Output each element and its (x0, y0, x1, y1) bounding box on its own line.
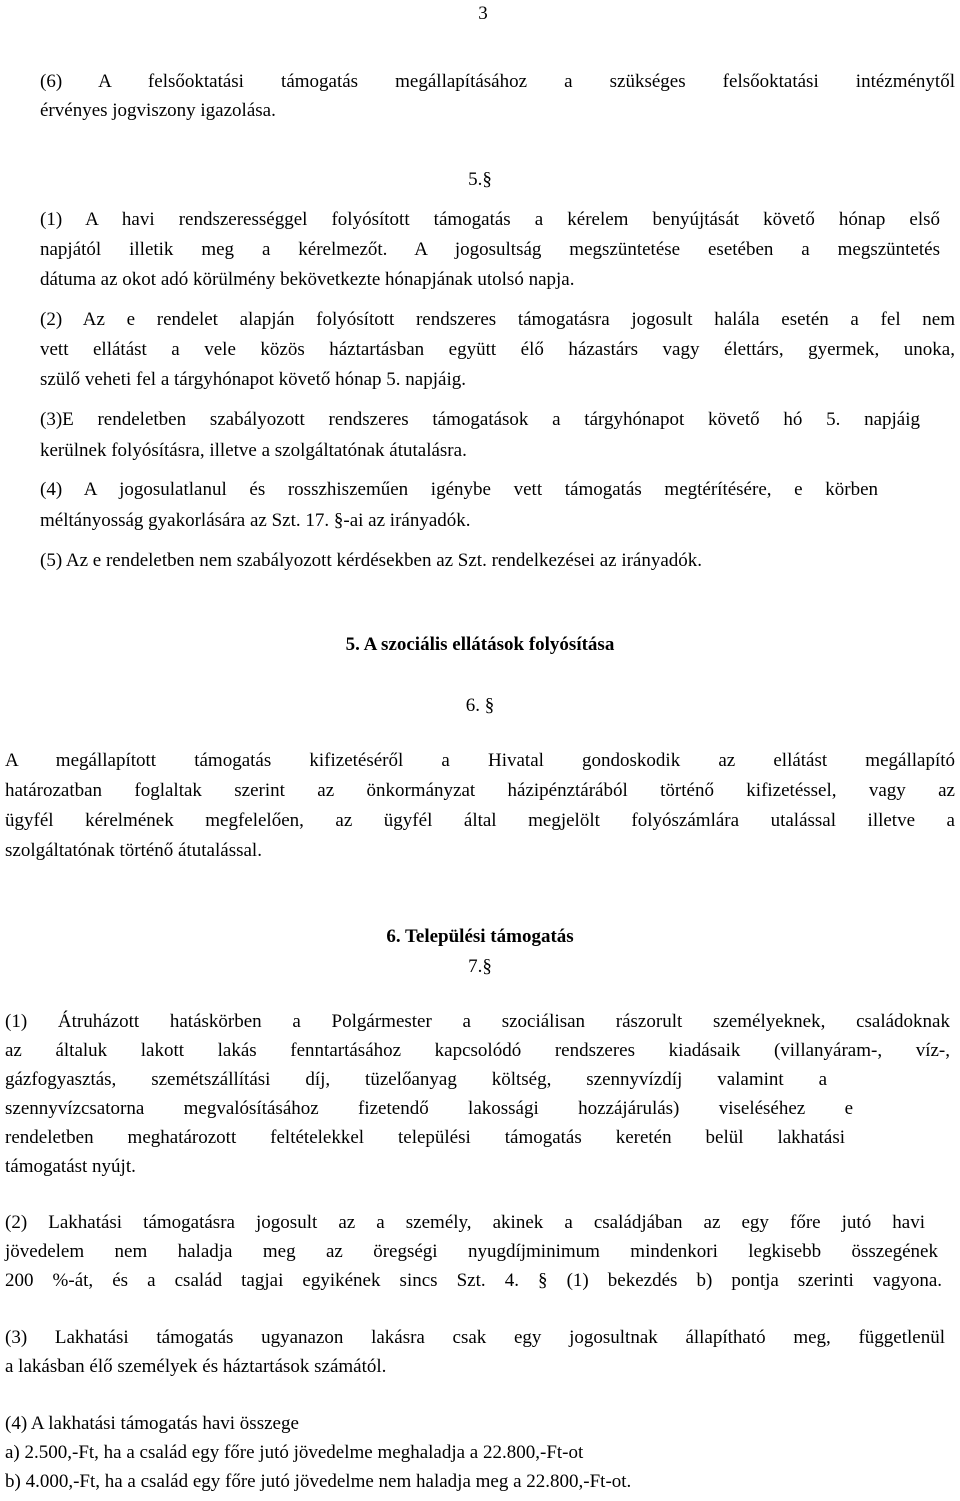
s7-paragraph-4-item-b: b) 4.000,-Ft, ha a család egy főre jutó jövedelme nem haladja meg a 22.800,-Ft-ot. (5, 1471, 632, 1492)
s5-paragraph-2-line-2: vett ellátást a vele közös háztartásban együtt élő házastárs vagy élettárs, gyermek, unoka, (40, 339, 955, 360)
s7-paragraph-1-line-1: (1) Átruházott hatáskörben a Polgármester a szociálisan rászorult személyeknek, családoknak (5, 1011, 950, 1032)
chapter-6-heading: 6. Települési támogatás (386, 926, 574, 947)
paragraph-4-6-line-1: (6) A felsőoktatási támogatás megállapításához a szükséges felsőoktatási intézménytől (40, 71, 955, 92)
s5-paragraph-1-line-2: napjától illetik meg a kérelmezőt. A jogosultság megszüntetése esetében a megszüntetés (40, 239, 940, 260)
s6-paragraph-line-3: ügyfél kérelmének megfelelően, az ügyfél által megjelölt folyószámlára utalással illetve a (5, 810, 955, 831)
s7-paragraph-1-line-5: rendeletben meghatározott feltételekkel települési támogatás keretén belül lakhatási (5, 1127, 845, 1148)
s7-paragraph-2-line-3: 200 %-át, és a család tagjai egyikének sincs Szt. 4. § (1) bekezdés b) pontja szerinti vagyona. (5, 1270, 942, 1291)
s7-paragraph-2-line-1: (2) Lakhatási támogatásra jogosult az a személy, akinek a családjában az egy főre jutó havi (5, 1212, 925, 1233)
s5-paragraph-1-line-3: dátuma az okot adó körülmény bekövetkezte hónapjának utolsó napja. (40, 269, 575, 290)
s5-paragraph-3-line-1: (3)E rendeletben szabályozott rendszeres támogatások a tárgyhónapot követő hó 5. napjáig (40, 409, 920, 430)
section-6-mark: 6. § (465, 695, 495, 716)
paragraph-4-6-line-2: érvényes jogviszony igazolása. (40, 100, 276, 121)
s7-paragraph-1-line-4: szennyvízcsatorna megvalósításához fizetendő lakossági hozzájárulás) viseléséhez e (5, 1098, 853, 1119)
s7-paragraph-4-item-a: a) 2.500,-Ft, ha a család egy főre jutó jövedelme meghaladja a 22.800,-Ft-ot (5, 1442, 584, 1463)
s5-paragraph-1-line-1: (1) A havi rendszerességgel folyósított támogatás a kérelem benyújtását követő hónap első (40, 209, 940, 230)
s7-paragraph-1-line-6: támogatást nyújt. (5, 1156, 136, 1177)
s6-paragraph-line-2: határozatban foglaltak szerint az önkormányzat házipénztárából történő kifizetéssel, vagy az (5, 780, 955, 801)
s7-paragraph-2-line-2: jövedelem nem haladja meg az öregségi nyugdíjminimum mindenkori legkisebb összegének (5, 1241, 938, 1262)
section-7-mark: 7.§ (468, 956, 492, 977)
s7-paragraph-3-line-2: a lakásban élő személyek és háztartások számától. (5, 1356, 387, 1377)
s5-paragraph-4-line-1: (4) A jogosulatlanul és rosszhiszeműen igénybe vett támogatás megtérítésére, e körben (40, 479, 878, 500)
page-number: 3 (478, 3, 488, 24)
s6-paragraph-line-1: A megállapított támogatás kifizetéséről a Hivatal gondoskodik az ellátást megállapító (5, 750, 955, 771)
s5-paragraph-2-line-3: szülő veheti fel a tárgyhónapot követő hónap 5. napjáig. (40, 369, 466, 390)
s5-paragraph-2-line-1: (2) Az e rendelet alapján folyósított rendszeres támogatásra jogosult halála esetén a fel nem (40, 309, 955, 330)
s7-paragraph-3-line-1: (3) Lakhatási támogatás ugyanazon lakásra csak egy jogosultnak állapítható meg, függetlenül (5, 1327, 945, 1348)
s5-paragraph-5: (5) Az e rendeletben nem szabályozott kérdésekben az Szt. rendelkezései az irányadók. (40, 550, 703, 571)
s7-paragraph-4-line-1: (4) A lakhatási támogatás havi összege (5, 1413, 299, 1434)
s7-paragraph-1-line-2: az általuk lakott lakás fenntartásához kapcsolódó rendszeres kiadásaik (villanyáram-, víz-, (5, 1040, 950, 1061)
section-5-mark: 5.§ (468, 169, 492, 190)
s6-paragraph-line-4: szolgáltatónak történő átutalással. (5, 840, 262, 861)
s7-paragraph-1-line-3: gázfogyasztás, szemétszállítási díj, tüzelőanyag költség, szennyvízdíj valamint a (5, 1069, 827, 1090)
s5-paragraph-3-line-2: kerülnek folyósításra, illetve a szolgáltatónak átutalásra. (40, 440, 467, 461)
chapter-5-heading: 5. A szociális ellátások folyósítása (345, 634, 615, 655)
s5-paragraph-4-line-2: méltányosság gyakorlására az Szt. 17. §-ai az irányadók. (40, 510, 471, 531)
